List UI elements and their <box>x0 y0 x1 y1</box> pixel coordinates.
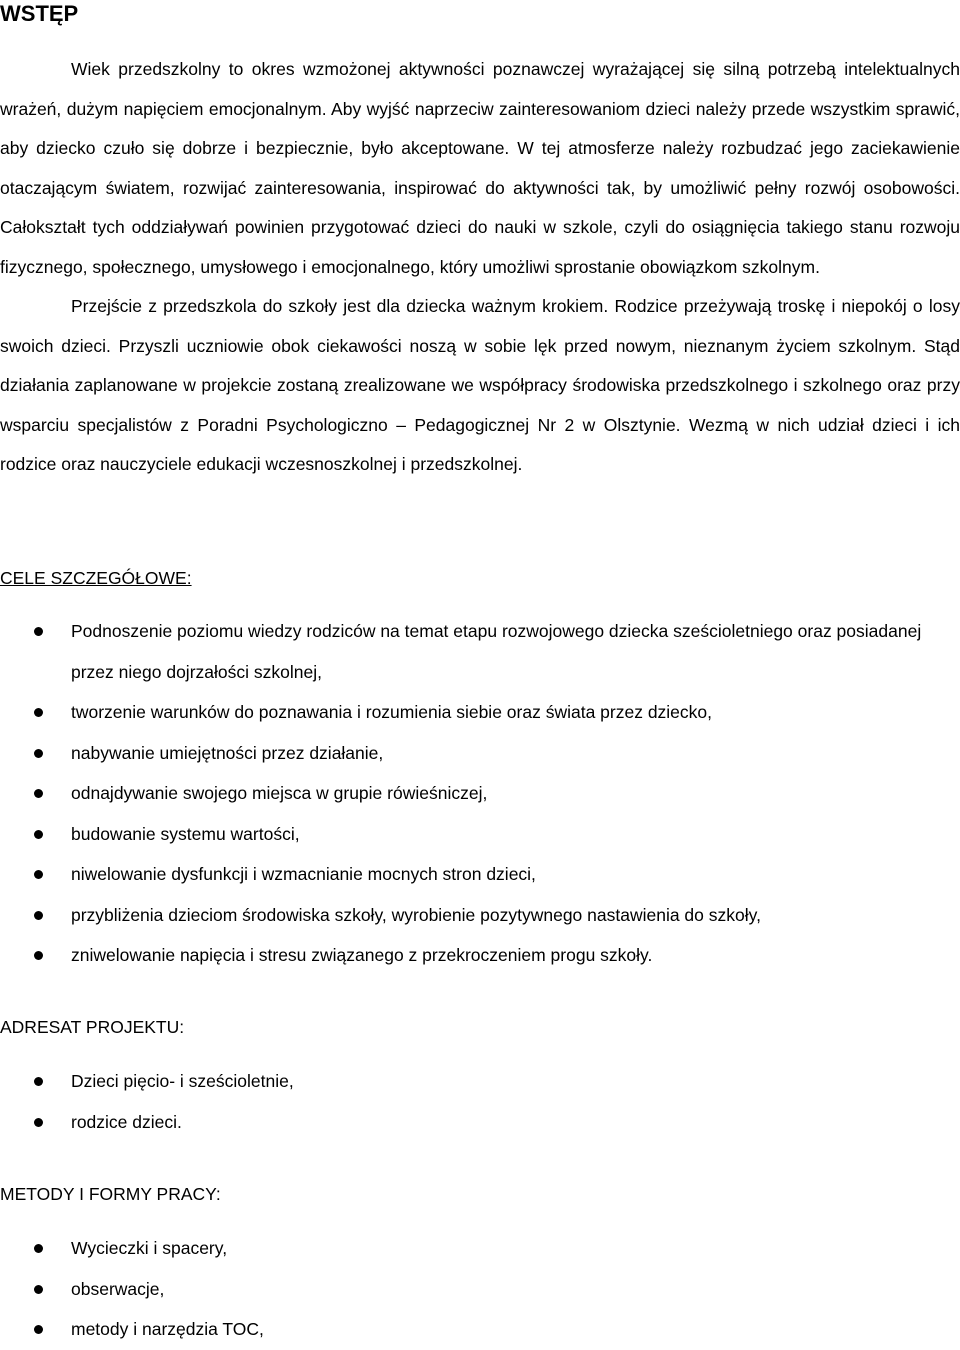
intro-section <box>0 50 960 485</box>
list-item: tworzenie warunków do poznawania i rozumienia siebie oraz świata przez dziecko, <box>0 692 960 733</box>
section-title-cele: CELE SZCZEGÓŁOWE: <box>0 568 192 588</box>
bullet-icon <box>34 1077 43 1086</box>
list-item: niwelowanie dysfunkcji i wzmacnianie mocnych stron dzieci, <box>0 854 960 895</box>
bullet-icon <box>34 911 43 920</box>
bullet-icon <box>34 1285 43 1294</box>
intro-paragraph-2: Przejście z przedszkola do szkoły jest dla dziecka ważnym krokiem. Rodzice przeżywają troskę i niepokój o losy swoich dzieci. Przyszli uczniowie obok ciekawości noszą w sobie lęk przed nowym, nieznanym życiem szkolnym. Stąd działania zaplanowane w projekcie zostaną zrealizowane we współpracy środowiska przedszkolnego i szkolnego oraz przy wsparciu specjalistów z Poradni Psychologiczno – Pedagogicznej Nr 2 w Olsztynie. Wezmą w nich udział dzieci i ich rodzice oraz nauczyciele edukacji wczesnoszkolnej i przedszkolnej. <box>0 296 960 474</box>
section-title-adresat: ADRESAT PROJEKTU: <box>0 1017 185 1037</box>
list-item: Dzieci pięcio- i sześcioletnie, <box>0 1061 960 1102</box>
bullet-icon <box>34 1244 43 1253</box>
cele-list <box>0 611 960 976</box>
list-item: rodzice dzieci. <box>0 1102 960 1143</box>
bullet-icon <box>34 708 43 717</box>
bullet-icon <box>34 870 43 879</box>
list-item: budowanie systemu wartości, <box>0 814 960 855</box>
bullet-icon <box>34 749 43 758</box>
bullet-icon <box>34 1118 43 1127</box>
list-item: nabywanie umiejętności przez działanie, <box>0 733 960 774</box>
metody-list <box>0 1228 960 1350</box>
list-item: zniwelowanie napięcia i stresu związanego z przekroczeniem progu szkoły. <box>0 935 960 976</box>
section-title-metody: METODY I FORMY PRACY: <box>0 1184 221 1204</box>
intro-paragraph-1: Wiek przedszkolny to okres wzmożonej aktywności poznawczej wyrażającej się silną potrzebą intelektualnych wrażeń, dużym napięciem emocjonalnym. Aby wyjść naprzeciw zainteresowaniom dzieci należy przede wszystkim sprawić, aby dziecko czuło się dobrze i bezpiecznie, było akceptowane. W tej atmosferze należy rozbudzać jego zaciekawienie otaczającym światem, rozwijać zainteresowania, inspirować do aktywności tak, by umożliwić pełny rozwój osobowości. Całokształt tych oddziaływań powinien przygotować dzieci do nauki w szkole, czyli do osiągnięcia takiego stanu rozwoju fizycznego, społecznego, umysłowego i emocjonalnego, który umożliwi sprostanie obowiązkom szkolnym. <box>0 59 960 277</box>
list-item: Podnoszenie poziomu wiedzy rodziców na temat etapu rozwojowego dziecka sześcioletniego oraz posiadanej przez niego dojrzałości szkolnej, <box>0 611 960 692</box>
bullet-icon <box>34 627 43 636</box>
page-title: WSTĘP <box>0 1 79 26</box>
bullet-icon <box>34 951 43 960</box>
list-item: przybliżenia dzieciom środowiska szkoły, wyrobienie pozytywnego nastawienia do szkoły, <box>0 895 960 936</box>
list-item: Wycieczki i spacery, <box>0 1228 960 1269</box>
bullet-icon <box>34 1325 43 1334</box>
list-item: obserwacje, <box>0 1269 960 1310</box>
adresat-list <box>0 1061 960 1142</box>
list-item: metody i narzędzia TOC, <box>0 1309 960 1350</box>
list-item: odnajdywanie swojego miejsca w grupie rówieśniczej, <box>0 773 960 814</box>
bullet-icon <box>34 830 43 839</box>
bullet-icon <box>34 789 43 798</box>
